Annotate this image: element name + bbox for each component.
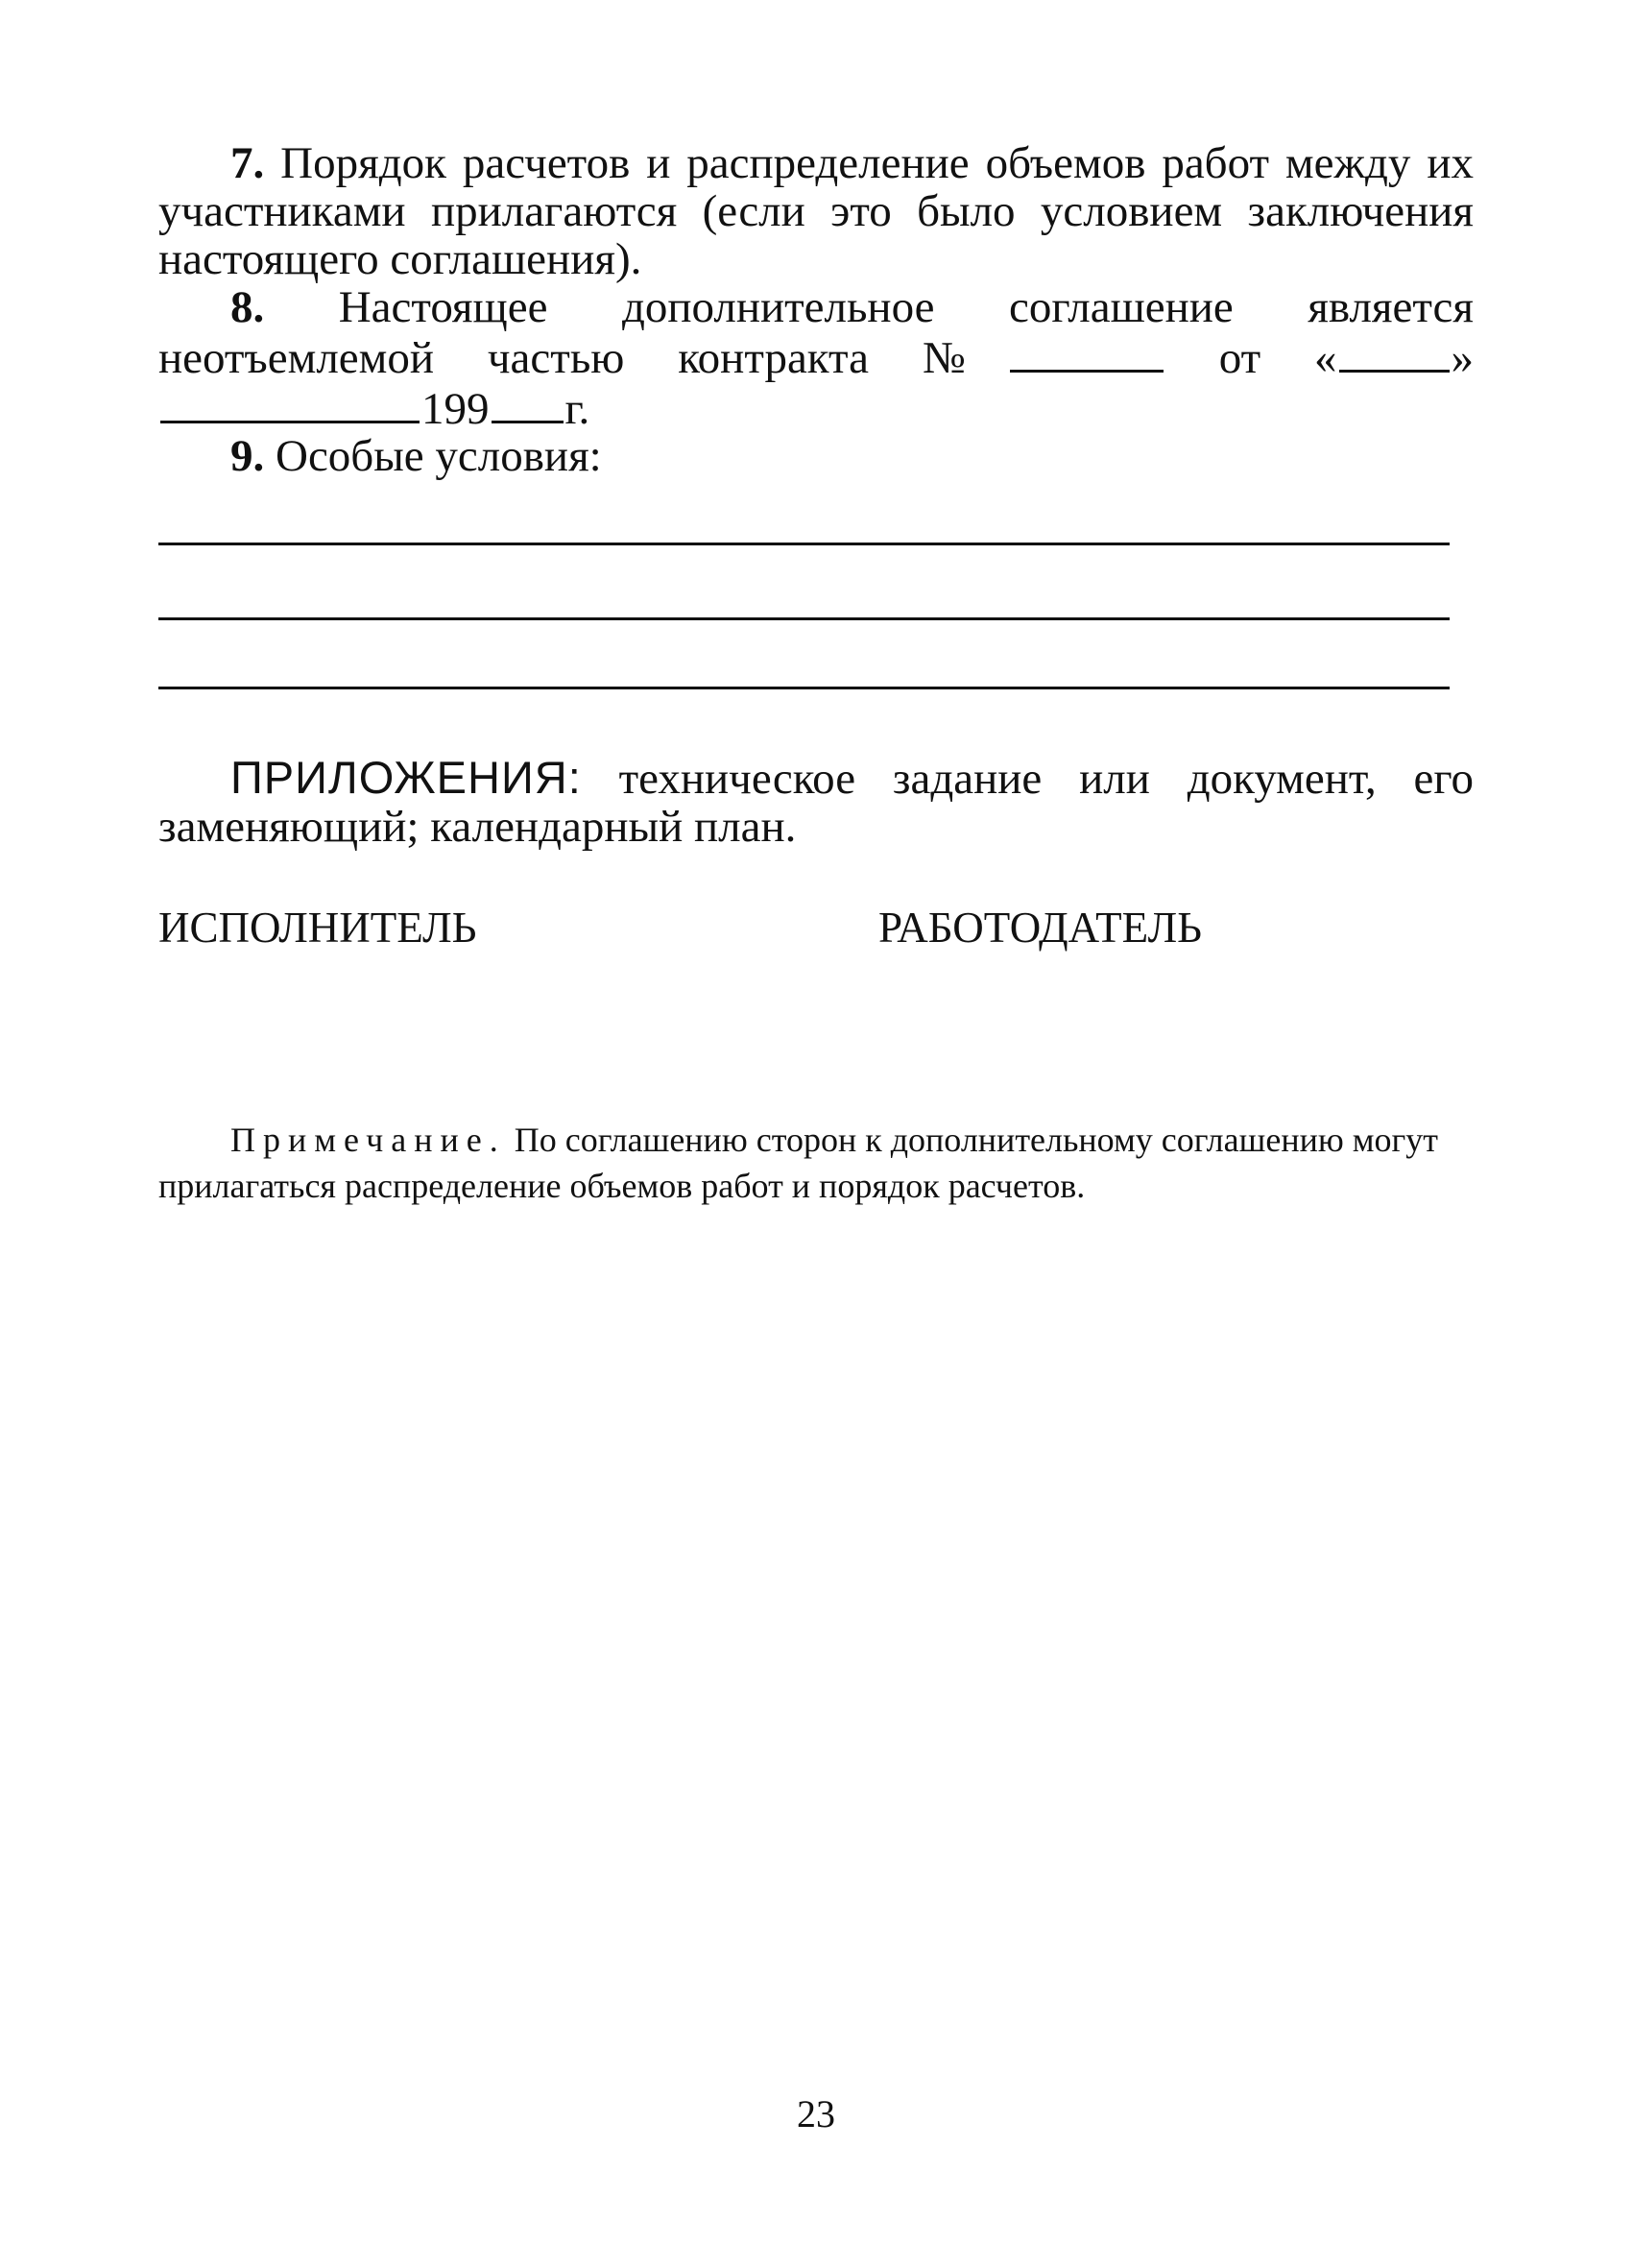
special-conditions-line-1[interactable] xyxy=(158,543,1450,545)
month-blank[interactable] xyxy=(160,382,420,423)
employer-label: РАБОТОДАТЕЛЬ xyxy=(878,904,1202,952)
clause-9-text: Особые условия: xyxy=(276,431,602,481)
clause-9-number: 9. xyxy=(230,431,265,481)
clause-9 xyxy=(158,432,1474,480)
executor-label: ИСПОЛНИТЕЛЬ xyxy=(158,904,477,952)
clause-7-number: 7. xyxy=(230,138,265,188)
day-blank[interactable] xyxy=(1339,331,1450,373)
special-conditions-line-2[interactable] xyxy=(158,617,1450,620)
clause-8-number: 8. xyxy=(230,282,265,332)
attachments-label: ПРИЛОЖЕНИЯ: xyxy=(230,752,582,803)
year-blank[interactable] xyxy=(492,382,564,423)
contract-number-blank[interactable] xyxy=(1010,331,1164,373)
clause-8-quote-close: » xyxy=(1451,333,1475,383)
page-number: 23 xyxy=(797,2092,835,2135)
attachments-text: техническое задание или документ, его заменяющий; календарный план. xyxy=(158,754,1474,852)
note-text: По соглашению сторон к дополнительному соглашению могут прилагаться распределение объемов работ и порядок расчетов. xyxy=(158,1121,1439,1205)
clause-8-year: 199 xyxy=(421,384,490,434)
clause-7-text: Порядок расчетов и распределение объемов работ между их участниками прилагаются (если это было условием заключения настоящего соглашения). xyxy=(158,138,1474,284)
clause-8-text: Настоящее дополнительное соглашение является неотъемлемой частью контракта № xyxy=(158,282,1474,383)
note-label: Примечание. xyxy=(230,1121,506,1159)
special-conditions-line-3[interactable] xyxy=(158,687,1450,689)
clause-8 xyxy=(158,283,1474,433)
attachments-paragraph xyxy=(158,754,1474,851)
clause-7 xyxy=(158,139,1474,283)
clause-8-from: от « xyxy=(1218,333,1337,383)
clause-8-year-suffix: г. xyxy=(564,384,590,434)
note-paragraph xyxy=(158,1117,1478,1209)
